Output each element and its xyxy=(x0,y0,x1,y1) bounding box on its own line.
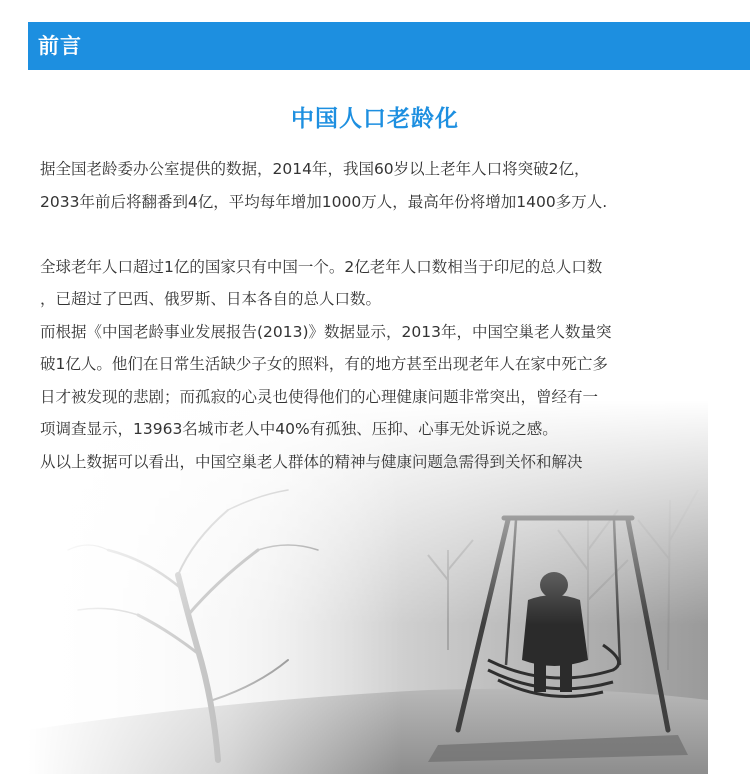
article-body xyxy=(40,153,720,478)
paragraph-2 xyxy=(40,251,720,479)
paragraph-line: ，已超过了巴西、俄罗斯、日本各自的总人口数。 xyxy=(40,290,382,308)
section-header-title: 前言 xyxy=(38,34,82,58)
paragraph-line: 从以上数据可以看出，中国空巢老人群体的精神与健康问题急需得到关怀和解决 xyxy=(40,452,583,471)
article-title: 中国人口老龄化 xyxy=(291,106,459,132)
paragraph-gap xyxy=(40,218,720,251)
paragraph-line: 据全国老龄委办公室提供的数据，2014年，我国60岁以上老年人口将突破2亿， xyxy=(40,160,590,178)
paragraph-line: 2033年前后将翻番到4亿，平均每年增加1000万人，最高年份将增加1400多万人. xyxy=(40,192,608,211)
paragraph-line: 破1亿人。他们在日常生活缺少子女的照料，有的地方甚至出现老年人在家中死亡多 xyxy=(40,355,608,373)
paragraph-line: 日才被发现的悲剧；而孤寂的心灵也使得他们的心理健康问题非常突出，曾经有一 xyxy=(40,387,599,406)
paragraph-1 xyxy=(40,153,720,218)
paragraph-line: 全球老年人口超过1亿的国家只有中国一个。2亿老年人口数相当于印尼的总人口数 xyxy=(40,257,603,276)
paragraph-line: 项调查显示，13963名城市老人中40%有孤独、压抑、心事无处诉说之感。 xyxy=(40,420,558,438)
paragraph-line: 而根据《中国老龄事业发展报告(2013)》数据显示，2013年，中国空巢老人数量突 xyxy=(40,322,612,341)
section-header-bar xyxy=(28,22,750,70)
